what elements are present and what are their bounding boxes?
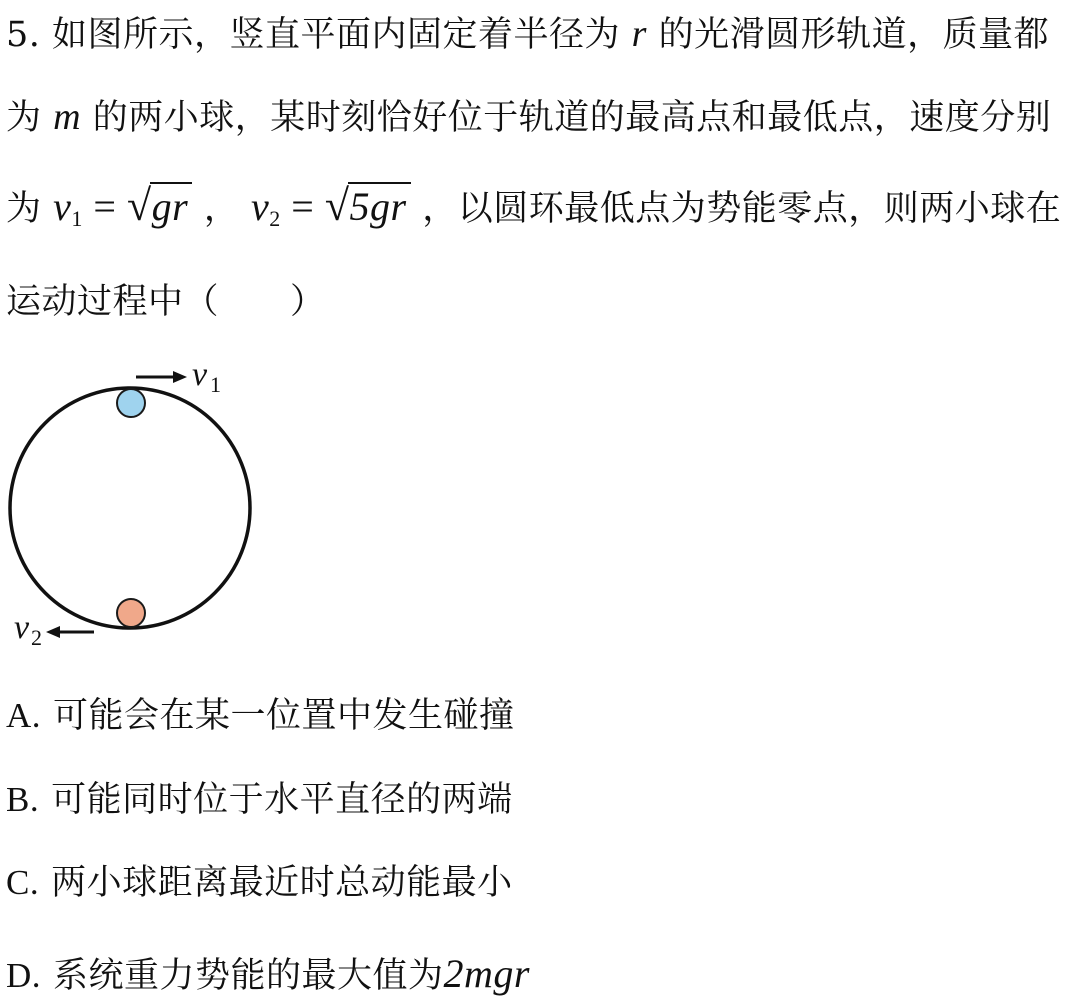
option-c[interactable]: C. 两小球距离最近时总动能最小 <box>6 863 513 903</box>
v1-equation: $v_1 = √gr$ <box>53 184 192 229</box>
arrow-left-icon <box>46 626 94 638</box>
circular-track-figure <box>0 352 280 662</box>
v2-equation: $v_2 = √5gr$ <box>251 184 411 229</box>
mass-symbol: m <box>53 96 82 138</box>
arrow-right-icon <box>136 371 187 383</box>
option-a[interactable]: A. 可能会在某一位置中发生碰撞 <box>6 696 515 736</box>
question-line-2: 为 m 的两小球，某时刻恰好位于轨道的最高点和最低点，速度分别 <box>6 96 1052 138</box>
max-potential-energy-expr: 2mgr <box>443 951 530 996</box>
ball-top <box>117 389 145 417</box>
ball-bottom <box>117 599 145 627</box>
v2-label-sub: 2 <box>31 625 42 650</box>
radius-symbol: r <box>631 13 647 55</box>
v1-label-sub: 1 <box>210 372 221 397</box>
circular-track <box>10 388 250 628</box>
question-line-4: 运动过程中（ ） <box>6 282 326 322</box>
option-b[interactable]: B. 可能同时位于水平直径的两端 <box>6 780 513 820</box>
question-line-1: 5. 如图所示，竖直平面内固定着半径为 r 的光滑圆形轨道，质量都 <box>6 13 1050 55</box>
v1-label: v <box>192 356 208 393</box>
question-line-3: 为 $v_1 = √gr$ ， $v_2 = √5gr$ ，以圆环最低点为势能零点，则两小球在 <box>6 181 1062 231</box>
v2-label: v <box>14 609 30 646</box>
option-d[interactable]: D. 系统重力势能的最大值为2mgr <box>6 951 530 996</box>
